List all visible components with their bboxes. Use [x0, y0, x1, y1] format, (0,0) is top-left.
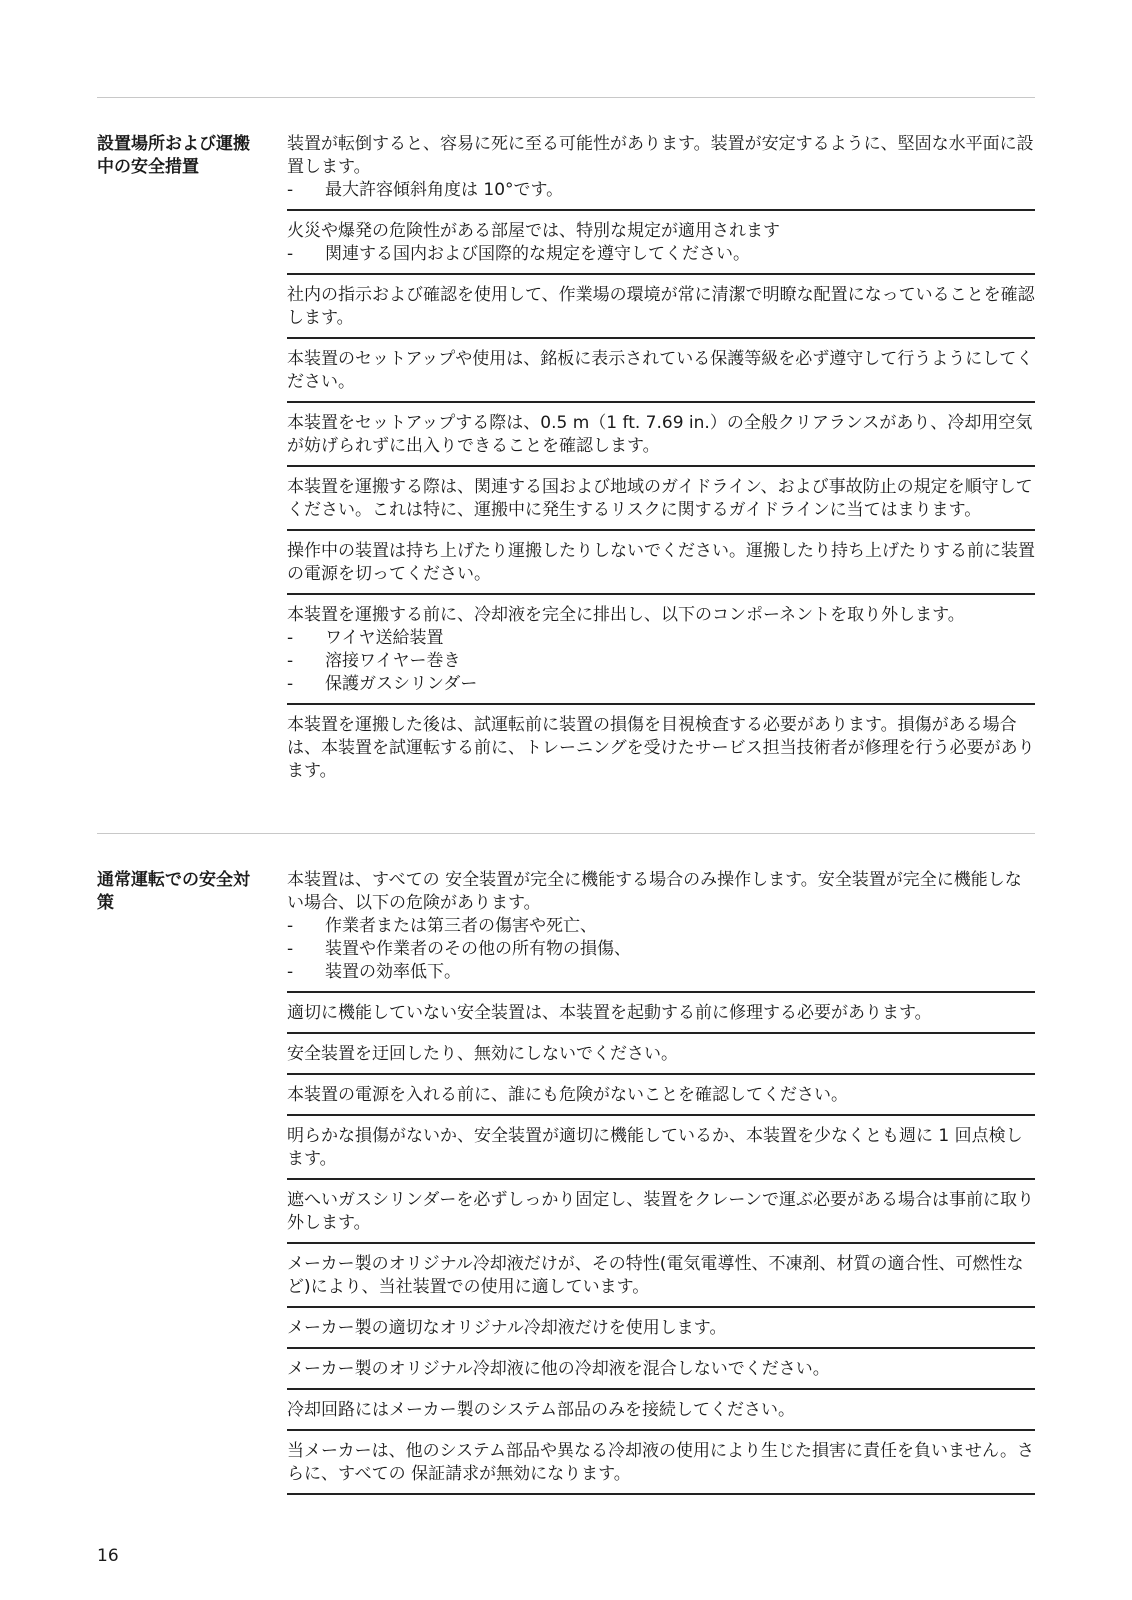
safety-item-text: 本装置は、すべての 安全装置が完全に機能する場合のみ操作します。安全装置が完全に機能しない場合、以下の危険があります。 [287, 870, 1022, 913]
item-list [287, 133, 1035, 790]
safety-item [287, 220, 1035, 275]
safety-item [287, 1317, 1035, 1349]
bullet-text: 装置や作業者のその他の所有物の損傷、 [325, 939, 631, 959]
safety-item [287, 869, 1035, 993]
item-list [287, 869, 1035, 1495]
bullet-marker: - [287, 916, 294, 936]
safety-item-text: メーカー製のオリジナル冷却液だけが、その特性(電気電導性、不凍剤、材質の適合性、可燃性など)により、当社装置での使用に適しています。 [287, 1254, 1024, 1297]
safety-item [287, 284, 1035, 339]
safety-item [287, 1084, 1035, 1116]
safety-item-text: 操作中の装置は持ち上げたり運搬したりしないでください。運搬したり持ち上げたりする前に装置の電源を切ってください。 [287, 541, 1035, 584]
safety-item-text: 装置が転倒すると、容易に死に至る可能性があります。装置が安定するように、堅固な水平面に設置します。 [287, 134, 1034, 177]
safety-item-text: 適切に機能していない安全装置は、本装置を起動する前に修理する必要があります。 [287, 1003, 932, 1023]
safety-item [287, 604, 1035, 705]
bullet-marker: - [287, 180, 294, 200]
safety-item-text: 明らかな損傷がないか、安全装置が適切に機能しているか、本装置を少なくとも週に 1 回点検します。 [287, 1126, 1023, 1169]
bullet-text: 装置の効率低下。 [325, 962, 461, 982]
top-divider [97, 97, 1035, 98]
bullet-marker: - [287, 651, 294, 671]
safety-item [287, 1358, 1035, 1390]
bullet-marker: - [287, 244, 294, 264]
safety-item-text: 冷却回路にはメーカー製のシステム部品のみを接続してください。 [287, 1400, 795, 1420]
safety-item [287, 714, 1035, 790]
bullet-marker: - [287, 628, 294, 648]
safety-item [287, 1043, 1035, 1075]
bullet-item [287, 627, 1035, 650]
bullet-item [287, 673, 1035, 696]
safety-item-text: 本装置を運搬する際は、関連する国および地域のガイドライン、および事故防止の規定を順守してください。これは特に、運搬中に発生するリスクに関するガイドラインに当てはまります。 [287, 477, 1033, 520]
safety-item-text: 本装置の電源を入れる前に、誰にも危険がないことを確認してください。 [287, 1085, 848, 1105]
bullet-item [287, 650, 1035, 673]
safety-item-text: 本装置を運搬した後は、試運転前に装置の損傷を目視検査する必要があります。損傷がある場合は、本装置を試運転する前に、トレーニングを受けたサービス担当技術者が修理を行う必要があります。 [287, 715, 1035, 781]
safety-item [287, 540, 1035, 595]
section-heading: 通常運転での安全対策 [97, 870, 250, 913]
safety-item-text: 本装置のセットアップや使用は、銘板に表示されている保護等級を必ず遵守して行うようにしてください。 [287, 349, 1034, 392]
safety-item-text: メーカー製の適切なオリジナル冷却液だけを使用します。 [287, 1318, 727, 1338]
safety-item [287, 1125, 1035, 1180]
safety-item [287, 1253, 1035, 1308]
safety-item [287, 1399, 1035, 1431]
safety-item-text: メーカー製のオリジナル冷却液に他の冷却液を混合しないでください。 [287, 1359, 830, 1379]
bullet-item [287, 179, 1035, 202]
bullet-item [287, 915, 1035, 938]
bullet-marker: - [287, 939, 294, 959]
bullet-text: 溶接ワイヤー巻き [325, 651, 461, 671]
safety-item [287, 133, 1035, 211]
safety-item [287, 1002, 1035, 1034]
page-number: 16 [97, 1546, 119, 1566]
safety-item-text: 火災や爆発の危険性がある部屋では、特別な規定が適用されます [287, 221, 780, 241]
safety-item-text: 本装置をセットアップする際は、0.5 m（1 ft. 7.69 in.）の全般クリアランスがあり、冷却用空気が妨げられずに出入りできることを確認します。 [287, 413, 1033, 456]
safety-item-text: 遮へいガスシリンダーを必ずしっかり固定し、装置をクレーンで運ぶ必要がある場合は事前に取り外します。 [287, 1190, 1034, 1233]
safety-item-text: 本装置を運搬する前に、冷却液を完全に排出し、以下のコンポーネントを取り外します。 [287, 605, 965, 625]
bullet-text: 最大許容傾斜角度は 10°です。 [325, 180, 564, 200]
safety-item [287, 476, 1035, 531]
safety-item [287, 348, 1035, 403]
section-heading: 設置場所および運搬中の安全措置 [97, 134, 250, 177]
bullet-marker: - [287, 674, 294, 694]
bullet-text: 作業者または第三者の傷害や死亡、 [325, 916, 597, 936]
safety-item [287, 1189, 1035, 1244]
safety-item [287, 412, 1035, 467]
safety-item [287, 1440, 1035, 1495]
bullet-item [287, 938, 1035, 961]
bullet-item [287, 961, 1035, 984]
safety-item-text: 当メーカーは、他のシステム部品や異なる冷却液の使用により生じた損害に責任を負いません。さらに、すべての 保証請求が無効になります。 [287, 1441, 1034, 1484]
section-divider [97, 833, 1035, 834]
bullet-item [287, 243, 1035, 266]
safety-item-text: 社内の指示および確認を使用して、作業場の環境が常に清潔で明瞭な配置になっていることを確認します。 [287, 285, 1035, 328]
safety-item-text: 安全装置を迂回したり、無効にしないでください。 [287, 1044, 678, 1064]
bullet-marker: - [287, 962, 294, 982]
bullet-text: 関連する国内および国際的な規定を遵守してください。 [325, 244, 750, 264]
bullet-text: 保護ガスシリンダー [325, 674, 478, 694]
bullet-text: ワイヤ送給装置 [325, 628, 444, 648]
